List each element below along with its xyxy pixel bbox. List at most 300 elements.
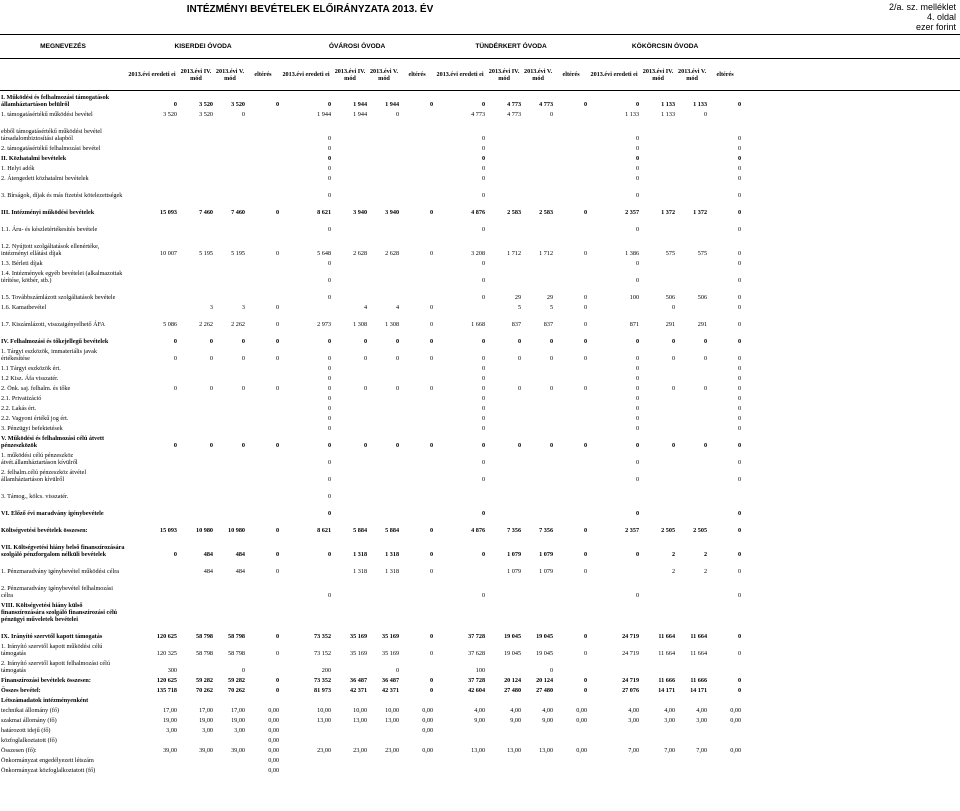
value-cell: 0 (635, 259, 640, 267)
value-cell (178, 466, 214, 483)
value-cell: 0 (583, 100, 588, 108)
value-cell (522, 694, 554, 704)
value-cell: 2 (703, 567, 708, 575)
value-cell (332, 392, 368, 402)
value-cell: 0 (737, 424, 742, 432)
value-cell: 484 (235, 567, 245, 575)
value-cell (332, 466, 368, 483)
value-cell: 0 (635, 458, 640, 466)
value-cell (126, 301, 178, 311)
value-cell: 0 (363, 441, 368, 449)
value-cell: 0,00 (576, 716, 588, 724)
row-label: VII. Költségvetési hiány belső finanszírozására szolgáló pénzforgalom nélküli bevételek (1, 543, 125, 558)
value-cell: 0,00 (576, 706, 588, 714)
value-cell (214, 754, 246, 764)
value-cell (332, 172, 368, 182)
value-cell: 0 (549, 384, 554, 392)
col-header: 2013.évi eredeti ei (588, 59, 640, 91)
value-cell (246, 694, 280, 704)
value-cell (246, 267, 280, 284)
value-cell (640, 483, 676, 500)
value-cell (214, 392, 246, 402)
value-cell: 0,00 (268, 716, 280, 724)
value-cell (640, 422, 676, 432)
value-cell: 2 505 (661, 526, 676, 534)
value-cell: 100 (475, 666, 486, 674)
value-cell (214, 152, 246, 162)
value-cell: 7,00 (628, 746, 640, 754)
row-label: 2.2. Vagyoni értékű jog ért. (1, 414, 69, 422)
value-cell: 0 (737, 526, 742, 534)
value-cell (588, 734, 640, 744)
value-cell: 5 195 (231, 249, 245, 257)
value-cell (676, 362, 708, 372)
value-cell (588, 558, 640, 575)
table-row (0, 267, 960, 284)
spacer (742, 91, 960, 108)
value-cell: 0 (481, 164, 486, 172)
value-cell (640, 392, 676, 402)
value-cell: 0 (327, 154, 332, 162)
value-cell (400, 483, 434, 500)
value-cell: 4 (395, 303, 400, 311)
value-cell: 13,00 (317, 716, 332, 724)
value-cell (246, 657, 280, 674)
value-cell: 1 712 (539, 249, 554, 257)
value-cell: 0 (209, 354, 213, 362)
col-header: 2013.évi IV. mód (332, 59, 368, 91)
value-cell (246, 392, 280, 402)
value-cell (246, 412, 280, 422)
value-cell (246, 108, 280, 118)
value-cell: 0 (583, 686, 588, 694)
spacer (742, 534, 960, 558)
value-cell (434, 734, 486, 744)
value-cell (332, 257, 368, 267)
value-cell (368, 599, 400, 623)
value-cell (400, 466, 434, 483)
value-cell: 0 (635, 475, 640, 483)
table-row (0, 362, 960, 372)
value-cell (676, 466, 708, 483)
value-cell: 0 (327, 475, 332, 483)
row-label: 3. Támog., kölcs. visszatér. (1, 492, 69, 500)
spacer (742, 734, 960, 744)
value-cell: 3,00 (628, 716, 640, 724)
spacer (742, 657, 960, 674)
value-cell: 19,00 (199, 716, 213, 724)
value-cell (588, 301, 640, 311)
col-header: 2013.évi V. mód (368, 59, 400, 91)
value-cell: 11 666 (690, 676, 708, 684)
value-cell: 1 372 (693, 208, 708, 216)
table-row (0, 422, 960, 432)
value-cell: 39,00 (199, 746, 213, 754)
value-cell: 0 (395, 110, 400, 118)
spacer (742, 257, 960, 267)
value-cell: 81 973 (314, 686, 332, 694)
value-cell (676, 599, 708, 623)
col-megnevezes: MEGNEVEZÉS (0, 35, 126, 59)
table-row (0, 724, 960, 734)
value-cell: 0,00 (576, 746, 588, 754)
spacer (742, 402, 960, 412)
value-cell (640, 362, 676, 372)
value-cell: 2 583 (507, 208, 522, 216)
value-cell: 0 (327, 404, 332, 412)
spacer (742, 267, 960, 284)
table-row (0, 517, 960, 534)
value-cell (588, 724, 640, 734)
value-cell: 0 (327, 191, 332, 199)
value-cell: 0 (327, 374, 332, 382)
value-cell (522, 734, 554, 744)
value-cell: 0 (327, 550, 332, 558)
value-cell: 3 (241, 303, 245, 311)
value-cell (554, 734, 588, 744)
value-cell (400, 162, 434, 172)
table-row (0, 233, 960, 257)
spacer (742, 392, 960, 402)
value-cell (554, 694, 588, 704)
value-cell (676, 754, 708, 764)
value-cell (486, 734, 522, 744)
value-cell (640, 724, 676, 734)
table-row (0, 640, 960, 657)
value-cell: 10 980 (195, 526, 213, 534)
value-cell (214, 422, 246, 432)
value-cell (178, 412, 214, 422)
spacer (742, 517, 960, 534)
value-cell: 0 (363, 337, 368, 345)
row-label: IV. Felhalmozási és tőkejellegű bevételek (1, 337, 109, 345)
value-cell (676, 216, 708, 233)
value-cell: 0 (737, 567, 742, 575)
revenue-table (0, 34, 960, 774)
value-cell: 2 (703, 550, 708, 558)
value-cell: 5 195 (199, 249, 213, 257)
row-label: 3. Pénzügyi befektetések (1, 424, 63, 432)
value-cell: 0 (275, 354, 280, 362)
value-cell (400, 172, 434, 182)
value-cell: 0 (481, 134, 486, 142)
value-cell: 13,00 (539, 746, 554, 754)
value-cell (522, 362, 554, 372)
value-cell (434, 483, 486, 500)
value-cell: 0,00 (730, 716, 742, 724)
value-cell (676, 657, 708, 674)
value-cell: 0 (635, 441, 640, 449)
value-cell (332, 267, 368, 284)
value-cell: 0 (481, 225, 486, 233)
value-cell: 0 (327, 384, 332, 392)
value-cell: 23,00 (385, 746, 400, 754)
value-cell: 37 728 (468, 632, 486, 640)
value-cell: 2 (671, 567, 676, 575)
value-cell (708, 694, 742, 704)
group-kiserdei: KISERDEI ÓVODA (126, 35, 280, 59)
value-cell: 3 940 (385, 208, 400, 216)
value-cell: 0 (737, 441, 742, 449)
value-cell: 0 (737, 337, 742, 345)
value-cell (214, 449, 246, 466)
spacer (742, 118, 960, 142)
value-cell: 0 (173, 441, 177, 449)
value-cell: 484 (235, 550, 245, 558)
value-cell (434, 694, 486, 704)
value-cell (400, 734, 434, 744)
col-header: 2013.évi eredeti ei (434, 59, 486, 91)
value-cell: 42 604 (468, 686, 486, 694)
value-cell (486, 118, 522, 142)
value-cell: 0 (737, 259, 742, 267)
value-cell: 3 520 (163, 110, 177, 118)
value-cell (368, 412, 400, 422)
row-label: technikai állomány (fő) (1, 706, 60, 714)
value-cell: 0 (241, 337, 245, 345)
row-label: határozott idejű (fő) (1, 726, 51, 734)
value-cell (332, 694, 368, 704)
value-cell: 19 045 (536, 632, 554, 640)
value-cell: 0 (583, 567, 588, 575)
value-cell (676, 152, 708, 162)
value-cell (280, 301, 332, 311)
value-cell (126, 694, 178, 704)
value-cell: 14 171 (658, 686, 676, 694)
value-cell (522, 402, 554, 412)
value-cell (332, 284, 368, 301)
value-cell: 36 487 (382, 676, 400, 684)
spacer (742, 623, 960, 640)
value-cell: 0 (429, 208, 434, 216)
value-cell (522, 575, 554, 599)
value-cell (522, 162, 554, 172)
value-cell (368, 575, 400, 599)
spacer (742, 558, 960, 575)
value-cell: 0 (327, 458, 332, 466)
value-cell: 27 076 (622, 686, 640, 694)
value-cell (676, 301, 708, 311)
value-cell: 0 (737, 320, 742, 328)
value-cell (126, 257, 178, 267)
table-row (0, 412, 960, 422)
value-cell (214, 172, 246, 182)
value-cell (332, 500, 368, 517)
spacer (742, 599, 960, 623)
value-cell: 0 (583, 337, 588, 345)
row-label: szakmai állomány (fő) (1, 716, 57, 724)
value-cell (332, 449, 368, 466)
group-tunderkert: TÜNDÉRKERT ÓVODA (434, 35, 588, 59)
corner-note (889, 2, 956, 32)
row-label: 2. Önk. saj. felhalm. és tőke (1, 384, 71, 392)
value-cell (676, 257, 708, 267)
value-cell (214, 257, 246, 267)
value-cell: 7 460 (231, 208, 245, 216)
value-cell (126, 216, 178, 233)
value-cell: 0 (429, 441, 434, 449)
value-cell (554, 422, 588, 432)
value-cell: 0 (737, 550, 742, 558)
value-cell: 0 (703, 384, 708, 392)
value-cell: 3 940 (353, 208, 368, 216)
value-cell (486, 657, 522, 674)
value-cell: 0 (583, 303, 588, 311)
value-cell: 2 628 (385, 249, 400, 257)
value-cell: 0 (517, 354, 522, 362)
table-row (0, 382, 960, 392)
col-header: 2013.évi eredeti ei (126, 59, 178, 91)
value-cell: 58 798 (227, 632, 245, 640)
value-cell: 3,00 (234, 726, 245, 734)
spacer (742, 466, 960, 483)
value-cell (332, 734, 368, 744)
value-cell (400, 412, 434, 422)
value-cell (400, 362, 434, 372)
table-row (0, 599, 960, 623)
value-cell: 2 262 (199, 320, 213, 328)
value-cell: 0 (583, 441, 588, 449)
value-cell: 1 318 (385, 567, 400, 575)
value-cell: 0 (429, 303, 434, 311)
value-cell: 11 664 (658, 649, 676, 657)
table-row (0, 623, 960, 640)
value-cell (486, 216, 522, 233)
value-cell (126, 575, 178, 599)
value-cell (400, 142, 434, 152)
value-cell (332, 118, 368, 142)
value-cell: 0 (481, 259, 486, 267)
value-cell (126, 754, 178, 764)
spacer (742, 694, 960, 704)
value-cell (178, 267, 214, 284)
value-cell (214, 182, 246, 199)
value-cell (214, 575, 246, 599)
value-cell: 0 (363, 354, 368, 362)
spacer (742, 35, 960, 59)
value-cell (214, 372, 246, 382)
page-header (0, 0, 960, 34)
value-cell (178, 142, 214, 152)
row-label: 1.1. Áru- és készletértékesítés bevétele (1, 225, 98, 233)
value-cell: 0 (327, 441, 332, 449)
value-cell: 0,00 (730, 706, 742, 714)
value-cell: 0 (517, 337, 522, 345)
value-cell: 0 (635, 550, 640, 558)
col-header: 2013.évi IV. mód (486, 59, 522, 91)
value-cell (400, 599, 434, 623)
table-row (0, 657, 960, 674)
value-cell: 0 (429, 632, 434, 640)
value-cell: 3,00 (696, 716, 708, 724)
value-cell: 0 (737, 509, 742, 517)
value-cell (554, 172, 588, 182)
spacer (742, 108, 960, 118)
value-cell (368, 372, 400, 382)
value-cell: 19 045 (504, 632, 522, 640)
value-cell: 3 520 (231, 100, 245, 108)
value-cell (486, 599, 522, 623)
value-cell: 0 (737, 164, 742, 172)
value-cell (126, 267, 178, 284)
value-cell (280, 694, 332, 704)
spacer (742, 59, 960, 91)
value-cell: 0 (481, 394, 486, 402)
value-cell (554, 362, 588, 372)
value-cell: 0 (703, 110, 708, 118)
row-label: 1. Tárgyi eszközök, immateriális javak értékesítése (1, 347, 97, 362)
value-cell: 0 (275, 686, 280, 694)
value-cell (126, 764, 178, 774)
value-cell: 0 (327, 276, 332, 284)
table-row (0, 449, 960, 466)
value-cell (368, 182, 400, 199)
value-cell (178, 118, 214, 142)
value-cell (246, 449, 280, 466)
value-cell (332, 764, 368, 774)
value-cell: 0 (635, 414, 640, 422)
value-cell (400, 108, 434, 118)
value-cell (178, 182, 214, 199)
value-cell: 0 (583, 649, 588, 657)
value-cell (676, 182, 708, 199)
value-cell: 0 (173, 384, 177, 392)
value-cell (126, 284, 178, 301)
value-cell (486, 724, 522, 734)
value-cell: 0 (241, 666, 245, 674)
value-cell: 0,00 (730, 746, 742, 754)
value-cell: 5 884 (385, 526, 400, 534)
value-cell (708, 483, 742, 500)
value-cell (280, 724, 332, 734)
value-cell (554, 108, 588, 118)
value-cell: 4,00 (510, 706, 522, 714)
value-cell (676, 449, 708, 466)
value-cell: 70 262 (227, 686, 245, 694)
value-cell: 0 (275, 649, 280, 657)
value-cell: 0 (635, 364, 640, 372)
value-cell: 5 (549, 303, 554, 311)
value-cell: 0 (737, 276, 742, 284)
value-cell (522, 483, 554, 500)
value-cell (554, 162, 588, 172)
value-cell: 4 773 (507, 110, 522, 118)
value-cell: 0 (429, 384, 434, 392)
value-cell: 19 045 (536, 649, 554, 657)
value-cell: 36 487 (350, 676, 368, 684)
value-cell (246, 284, 280, 301)
value-cell (368, 500, 400, 517)
value-cell: 0 (635, 394, 640, 402)
table-row (0, 558, 960, 575)
value-cell: 0 (549, 110, 554, 118)
value-cell: 0 (635, 337, 640, 345)
value-cell (246, 483, 280, 500)
value-cell: 20 124 (536, 676, 554, 684)
value-cell (178, 372, 214, 382)
spacer (742, 724, 960, 734)
spacer (742, 172, 960, 182)
value-cell (178, 694, 214, 704)
value-cell: 13,00 (507, 746, 522, 754)
value-cell: 0 (429, 649, 434, 657)
value-cell: 0 (481, 384, 486, 392)
value-cell (522, 118, 554, 142)
value-cell (332, 142, 368, 152)
value-cell (178, 500, 214, 517)
row-label: 1. Irányító szervtől kapott működési célú támogatás (1, 642, 103, 657)
value-cell (400, 152, 434, 162)
